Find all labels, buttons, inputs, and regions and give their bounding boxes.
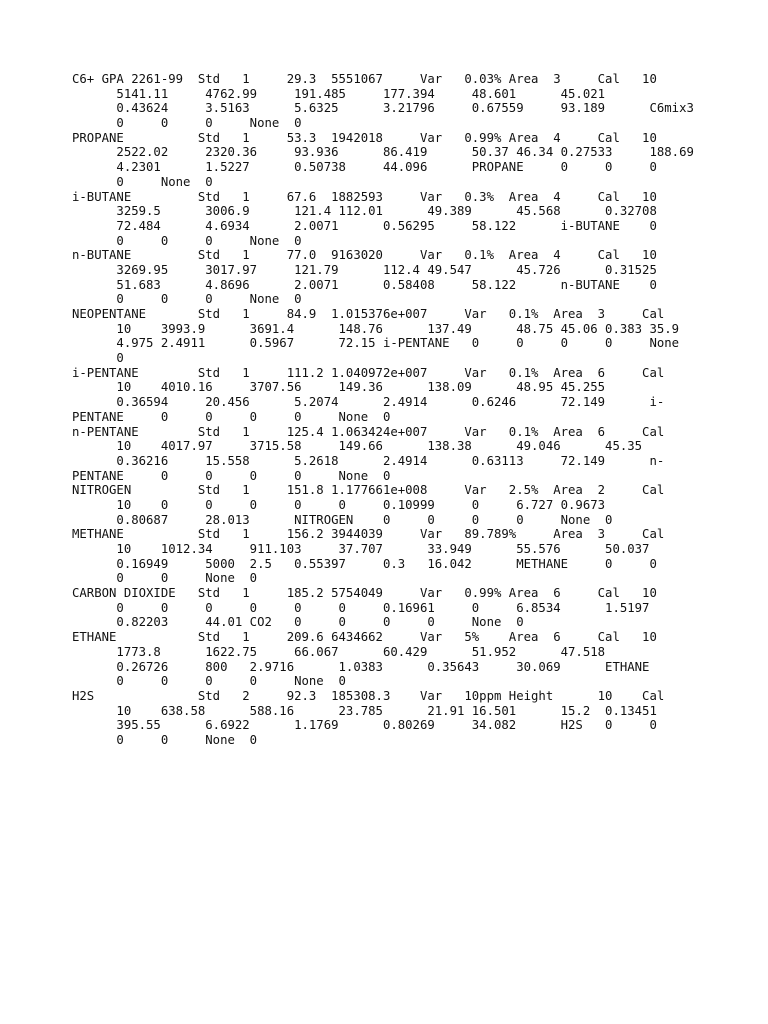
- text-line: 0 0 0 None 0: [72, 233, 302, 248]
- text-line: 1773.8 1622.75 66.067 60.429 51.952 47.518: [72, 644, 606, 659]
- text-line: 72.484 4.6934 2.0071 0.56295 58.122 i-BUTANE 0: [72, 218, 657, 233]
- text-line: n-PENTANE Std 1 125.4 1.063424e+007 Var 0.1% Area 6 Cal: [72, 424, 665, 439]
- text-line: i-BUTANE Std 1 67.6 1882593 Var 0.3% Area 4 Cal 10: [72, 189, 657, 204]
- text-line: 0.43624 3.5163 5.6325 3.21796 0.67559 93.189 C6mix3: [72, 101, 694, 116]
- text-line: 0: [72, 351, 124, 366]
- text-line: 10 3993.9 3691.4 148.76 137.49 48.75 45.06 0.383 35.9: [72, 321, 680, 336]
- text-line: PROPANE Std 1 53.3 1942018 Var 0.99% Area 4 Cal 10: [72, 130, 657, 145]
- text-line: 0.82203 44.01 CO2 0 0 0 0 None 0: [72, 615, 524, 630]
- text-line: 395.55 6.6922 1.1769 0.80269 34.082 H2S 0 0: [72, 718, 657, 733]
- text-line: 3269.95 3017.97 121.79 112.4 49.547 45.726 0.31525: [72, 262, 657, 277]
- text-line: 0 0 0 None 0: [72, 116, 302, 131]
- text-line: 0 0 0 0 0 0 0.16961 0 6.8534 1.5197: [72, 600, 650, 615]
- text-line: NITROGEN Std 1 151.8 1.177661e+008 Var 2.5% Area 2 Cal: [72, 483, 665, 498]
- text-line: 4.975 2.4911 0.5967 72.15 i-PENTANE 0 0 0 0 None: [72, 336, 680, 351]
- text-line: 0 None 0: [72, 174, 213, 189]
- component-table-text: [72, 72, 752, 748]
- text-line: 0.36216 15.558 5.2618 2.4914 0.63113 72.149 n-: [72, 453, 665, 468]
- text-line: 0.36594 20.456 5.2074 2.4914 0.6246 72.149 i-: [72, 395, 665, 410]
- text-line: PENTANE 0 0 0 0 None 0: [72, 409, 391, 424]
- text-line: 5141.11 4762.99 191.485 177.394 48.601 45.021: [72, 86, 606, 101]
- text-line: C6+ GPA 2261-99 Std 1 29.3 5551067 Var 0.03% Area 3 Cal 10: [72, 72, 657, 86]
- text-line: 0.80687 28.013 NITROGEN 0 0 0 0 None 0: [72, 512, 613, 527]
- text-line: 0.26726 800 2.9716 1.0383 0.35643 30.069 ETHANE: [72, 659, 650, 674]
- text-line: 0 0 0 0 None 0: [72, 674, 346, 689]
- text-line: 10 1012.34 911.103 37.707 33.949 55.576 50.037: [72, 542, 650, 556]
- text-line: 51.683 4.8696 2.0071 0.58408 58.122 n-BUTANE 0: [72, 277, 657, 292]
- text-line: PENTANE 0 0 0 0 None 0: [72, 468, 391, 483]
- text-line: i-PENTANE Std 1 111.2 1.040972e+007 Var 0.1% Area 6 Cal: [72, 365, 665, 380]
- text-line: 3259.5 3006.9 121.4 112.01 49.389 45.568 0.32708: [72, 204, 657, 219]
- text-line: ETHANE Std 1 209.6 6434662 Var 5% Area 6 Cal 10: [72, 630, 657, 645]
- text-line: n-BUTANE Std 1 77.0 9163020 Var 0.1% Area 4 Cal 10: [72, 248, 657, 263]
- text-line: 0 0 None 0: [72, 732, 258, 747]
- text-line: 0 0 None 0: [72, 571, 258, 586]
- text-line: 0 0 0 None 0: [72, 292, 302, 307]
- text-line: 2522.02 2320.36 93.936 86.419 50.37 46.34 0.27533 188.69: [72, 145, 694, 160]
- text-line: 10 638.58 588.16 23.785 21.91 16.501 15.2 0.13451: [72, 703, 657, 718]
- text-line: 10 0 0 0 0 0 0.10999 0 6.727 0.9673: [72, 497, 606, 512]
- text-line: 4.2301 1.5227 0.50738 44.096 PROPANE 0 0 0: [72, 160, 657, 175]
- text-line: 0.16949 5000 2.5 0.55397 0.3 16.042 METHANE 0 0: [72, 556, 657, 571]
- text-line: CARBON DIOXIDE Std 1 185.2 5754049 Var 0.99% Area 6 Cal 10: [72, 586, 657, 601]
- text-line: NEOPENTANE Std 1 84.9 1.015376e+007 Var 0.1% Area 3 Cal: [72, 307, 665, 321]
- text-line: METHANE Std 1 156.2 3944039 Var 89.789% Area 3 Cal: [72, 527, 665, 542]
- text-line: H2S Std 2 92.3 185308.3 Var 10ppm Height 10 Cal: [72, 688, 665, 703]
- text-line: 10 4010.16 3707.56 149.36 138.09 48.95 45.255: [72, 380, 606, 395]
- text-line: 10 4017.97 3715.58 149.66 138.38 49.046 45.35: [72, 439, 643, 454]
